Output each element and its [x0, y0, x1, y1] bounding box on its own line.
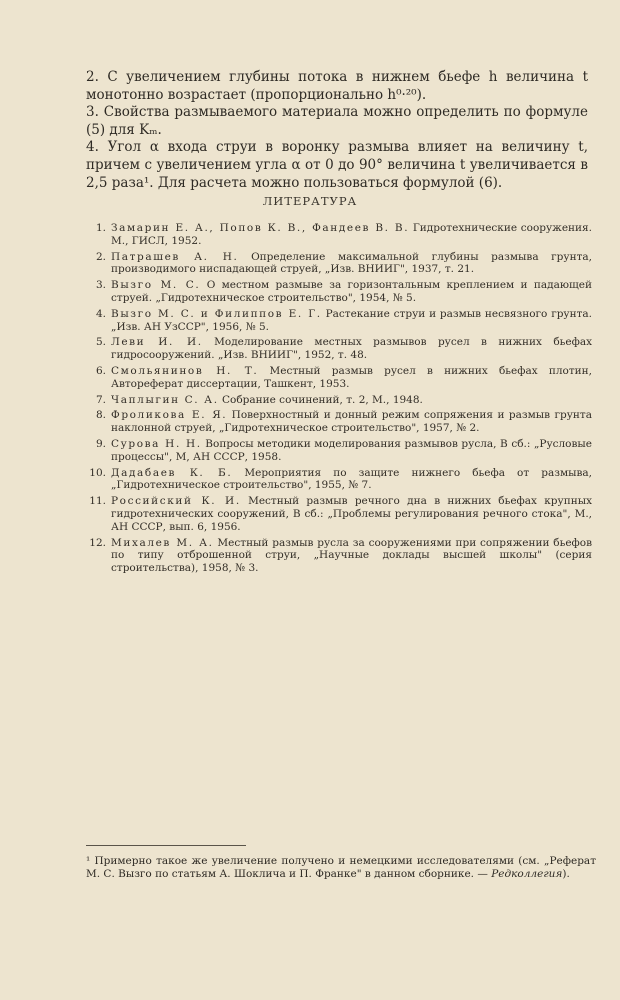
- reference-author: Вызго М. С. и Филиппов Е. Г.: [111, 307, 322, 320]
- reference-item: [84, 438, 592, 464]
- footnote-tail: ).: [562, 868, 570, 880]
- reference-author: Фроликова Е. Я.: [111, 409, 228, 422]
- footnote-editor: Редколлегия: [491, 868, 563, 880]
- reference-text: [111, 467, 592, 493]
- reference-number: 1.: [95, 222, 106, 234]
- reference-number: 5.: [95, 336, 106, 349]
- reference-number: 12.: [89, 536, 106, 549]
- reference-author: Дадабаев К. Б.: [111, 466, 233, 479]
- reference-item: [84, 467, 592, 493]
- references-heading: ЛИТЕРАТУРА: [262, 194, 358, 208]
- reference-author: Вызго М. С.: [111, 279, 201, 292]
- reference-number: 2.: [95, 250, 106, 263]
- references-list: [84, 222, 592, 578]
- reference-text: [111, 222, 592, 248]
- reference-body: Собрание сочинений, т. 2, М., 1948.: [218, 393, 423, 406]
- reference-author: Российский К. И.: [111, 495, 241, 508]
- reference-body: Местный размыв русел в нижних бьефах плотин, Автореферат диссертации, Ташкент, 1953.: [111, 364, 592, 390]
- reference-author: Михалев М. А.: [111, 536, 214, 549]
- reference-body: Местный размыв речного дна в нижних бьефах крупных гидротехнических сооружений, В сб.: „Проблемы регулирования речного стока", М., АН СССР, вып. 6, 1956.: [111, 495, 592, 533]
- reference-number: 6.: [95, 364, 106, 377]
- reference-number: 3.: [95, 279, 106, 292]
- reference-item: [84, 394, 592, 407]
- reference-text: [111, 495, 592, 533]
- reference-number: 9.: [95, 437, 106, 450]
- reference-body: О местном размыве за горизонтальным креплением и падающей струей. „Гидротехническое строительство", 1954, № 5.: [111, 279, 592, 304]
- reference-number: 4.: [95, 307, 106, 320]
- reference-item: [84, 336, 592, 362]
- reference-text: [111, 336, 592, 362]
- footnote-rule: [86, 845, 246, 846]
- reference-author: Патрашев А. Н.: [111, 250, 239, 263]
- reference-text: [111, 308, 592, 334]
- paragraph-2: 2. С увеличением глубины потока в нижнем бьефе h величина t монотонно возрастает (пропорционально h⁰·²⁰).: [86, 69, 588, 103]
- reference-author: Чаплыгин С. А.: [111, 393, 219, 406]
- reference-item: [84, 409, 592, 435]
- reference-body: Поверхностный и донный режим сопряжения и размыв грунта наклонной струей, „Гидротехническое строительство", 1957, № 2.: [111, 409, 593, 435]
- reference-text: [111, 438, 592, 464]
- reference-text: [111, 279, 592, 305]
- reference-item: [84, 308, 592, 334]
- reference-item: [84, 365, 592, 391]
- reference-body: Вопросы методики моделирования размывов русла, В сб.: „Русловые процессы", М, АН СССР, 1958.: [111, 437, 592, 463]
- reference-author: Смольянинов Н. Т.: [111, 364, 259, 377]
- reference-author: Леви И. И.: [111, 336, 203, 349]
- reference-text: [111, 251, 592, 277]
- reference-body: Мероприятия по защите нижнего бьефа от размыва, „Гидротехническое строительство", 1955, № 7.: [111, 466, 592, 492]
- reference-body: Растекание струи и размыв несвязного грунта. „Изв. АН УзССР", 1956, № 5.: [111, 307, 592, 333]
- reference-body: Гидротехнические сооружения. М., ГИСЛ, 1952.: [111, 222, 593, 247]
- reference-text: [111, 409, 592, 435]
- reference-body: Определение максимальной глубины размыва грунта, производимого ниспадающей струей, „Изв. ВНИИГ", 1937, т. 21.: [111, 250, 592, 276]
- reference-text: [111, 394, 592, 407]
- reference-text: [111, 365, 592, 391]
- footnote: [86, 855, 596, 881]
- paragraph-4: 4. Угол α входа струи в воронку размыва влияет на величину t, причем с увеличением угла α от 0 до 90° величина t увеличивается в 2,5 раза¹. Для расчета можно пользоваться формулой (6).: [86, 139, 588, 191]
- reference-item: [84, 222, 592, 248]
- reference-item: [84, 537, 592, 575]
- reference-item: [84, 495, 592, 533]
- reference-author: Сурова Н. Н.: [111, 437, 202, 450]
- reference-number: 10.: [89, 466, 106, 479]
- reference-text: [111, 537, 592, 575]
- reference-body: Моделирование местных размывов русел в нижних бьефах гидросооружений. „Изв. ВНИИГ", 1952, т. 48.: [111, 336, 592, 362]
- reference-number: 11.: [89, 495, 106, 508]
- reference-number: 7.: [95, 393, 106, 406]
- reference-body: Местный размыв русла за сооружениями при сопряжении бьефов по типу отброшенной струи, „Научные доклады высшей школы" (серия строительства), 1958, № 3.: [111, 536, 592, 575]
- reference-author: Замарин Е. А., Попов К. В., Фандеев В. В.: [111, 222, 410, 234]
- reference-item: [84, 251, 592, 277]
- paragraph-3: 3. Свойства размываемого материала можно определить по формуле (5) для Kₘ.: [86, 104, 588, 138]
- reference-item: [84, 279, 592, 305]
- footnote-text: ¹ Примерно такое же увеличение получено и немецкими исследователями (см. „Реферат М. С. Вызго по статьям А. Шоклича и П. Франке" в данном сборнике. —: [86, 855, 596, 880]
- reference-number: 8.: [95, 409, 106, 422]
